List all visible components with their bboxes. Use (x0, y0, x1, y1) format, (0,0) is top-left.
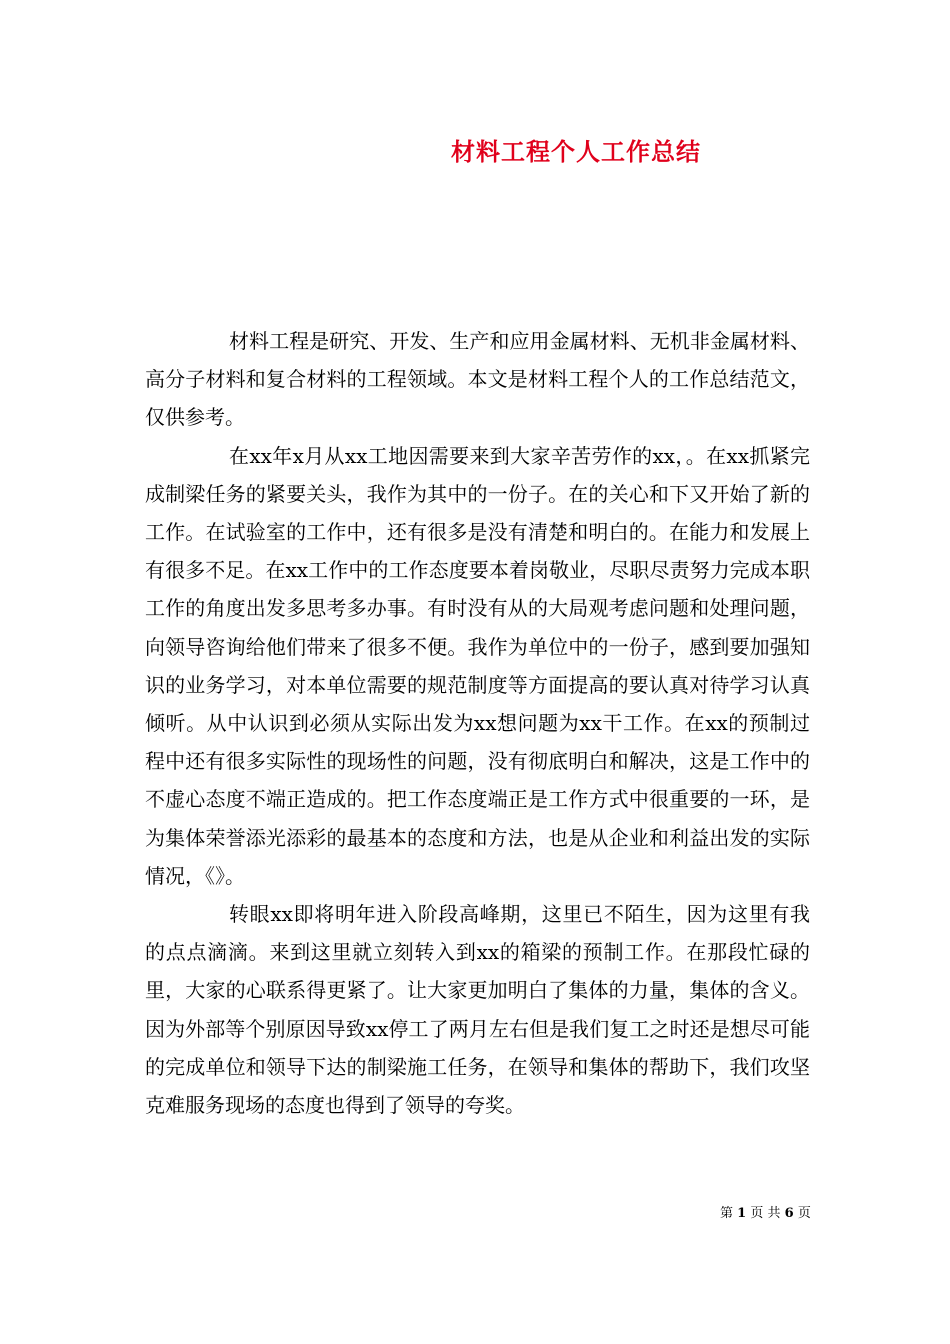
paragraph-work-attitude: 在xx年x月从xx工地因需要来到大家辛苦劳作的xx，。在xx抓紧完成制梁任务的紧要关头，我作为其中的一份子。在的关心和下又开始了新的工作。在试验室的工作中，还有很多是没有清楚和明白的。在能力和发展上有很多不足。在xx工作中的工作态度要本着岗敬业，尽职尽责努力完成本职工作的角度出发多思考多办事。有时没有从的大局观考虑问题和处理问题，向领导咨询给他们带来了很多不便。我作为单位中的一份子，感到要加强知识的业务学习，对本单位需要的规范制度等方面提高的要认真对待学习认真倾听。从中认识到必须从实际出发为xx想问题为xx干工作。在xx的预制过程中还有很多实际性的现场性的问题，没有彻底明白和解决，这是工作中的不虚心态度不端正造成的。把工作态度端正是工作方式中很重要的一环，是为集体荣誉添光添彩的最基本的态度和方法，也是从企业和利益出发的实际情况，《》。 (145, 443, 810, 888)
paragraph-teamwork: 转眼xx即将明年进入阶段高峰期，这里已不陌生，因为这里有我的点点滴滴。来到这里就立刻转入到xx的箱梁的预制工作。在那段忙碌的里，大家的心联系得更紧了。让大家更加明白了集体的力量，集体的含义。因为外部等个别原因导致xx停工了两月左右但是我们复工之时还是想尽可能的完成单位和领导下达的制梁施工任务，在领导和集体的帮助下，我们攻坚克难服务现场的态度也得到了领导的夸奖。 (145, 902, 810, 1118)
page-footer (720, 1202, 811, 1221)
footer-middle: 页 共 (750, 1206, 781, 1221)
footer-total-pages: 6 (784, 1206, 794, 1221)
footer-prefix: 第 (720, 1206, 734, 1221)
footer-suffix: 页 (797, 1206, 811, 1221)
document-title: 材料工程个人工作总结 (451, 137, 701, 166)
document-body (145, 322, 810, 1124)
paragraph-intro: 材料工程是研究、开发、生产和应用金属材料、无机非金属材料、高分子材料和复合材料的工程领域。本文是材料工程个人的工作总结范文，仅供参考。 (145, 329, 810, 430)
footer-current-page: 1 (737, 1206, 747, 1221)
